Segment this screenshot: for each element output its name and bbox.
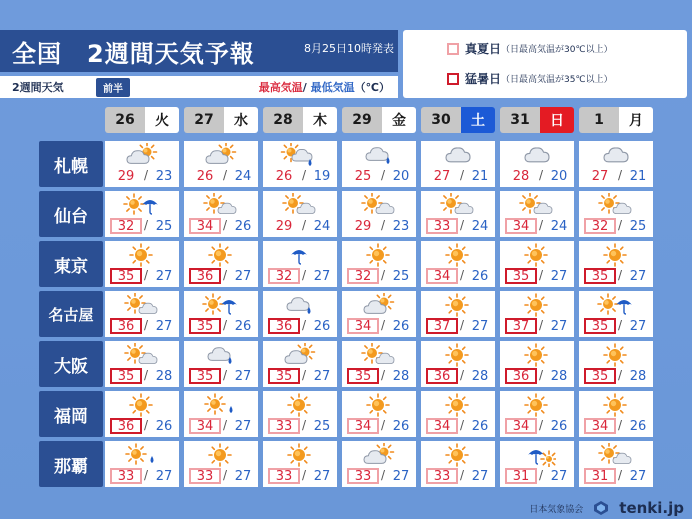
max-temperature: 36 (426, 368, 458, 384)
min-temperature: 25 (392, 268, 410, 284)
forecast-cell (105, 341, 179, 387)
very-hot-day-swatch (447, 73, 459, 85)
temp-separator: / (618, 368, 623, 382)
min-temperature: 27 (313, 468, 331, 484)
max-temperature: 26 (196, 168, 214, 184)
max-temperature: 34 (584, 418, 616, 434)
max-temperature: 34 (505, 418, 537, 434)
temp-separator: / (539, 218, 544, 232)
forecast-cell (105, 391, 179, 437)
max-temperature: 29 (117, 168, 135, 184)
min-temperature: 20 (550, 168, 568, 184)
sun-icon (516, 393, 556, 417)
forecast-cell (263, 391, 337, 437)
min-temperature: 27 (313, 368, 331, 384)
association-name: 日本気象協会 (529, 504, 584, 515)
period-chip: 前半 (96, 78, 130, 97)
sun-cloud-icon (437, 193, 477, 217)
date-header (342, 107, 416, 133)
temp-separator: / (144, 418, 149, 432)
umbrella-icon (279, 243, 319, 267)
min-temperature: 26 (471, 418, 489, 434)
weekday-label: 土 (461, 107, 495, 133)
forecast-cell (263, 341, 337, 387)
forecast-cell (342, 141, 416, 187)
min-temperature: 27 (471, 318, 489, 334)
min-temperature: 27 (550, 318, 568, 334)
weekday-label: 月 (619, 107, 653, 133)
cloud-icon (437, 143, 477, 167)
sun-icon (358, 243, 398, 267)
sun-cloud-icon (279, 193, 319, 217)
date-number: 1 (579, 107, 619, 133)
temp-separator: / (144, 268, 149, 282)
legend-high-label: 最高気温 (258, 81, 303, 94)
max-temperature: 34 (189, 418, 221, 434)
temp-separator: / (381, 468, 386, 482)
max-temperature: 27 (433, 168, 451, 184)
max-temperature: 36 (189, 268, 221, 284)
cloud-icon (516, 143, 556, 167)
temp-separator: / (302, 268, 307, 282)
max-temperature: 33 (110, 468, 142, 484)
legend-very-hot-day (447, 70, 613, 87)
temp-separator: / (539, 268, 544, 282)
min-temperature: 27 (155, 468, 173, 484)
temp-separator: / (460, 418, 465, 432)
min-temperature: 26 (550, 418, 568, 434)
forecast-cell (342, 441, 416, 487)
city-label: 東京 (39, 241, 103, 287)
sun-icon (595, 393, 635, 417)
weekday-label: 水 (224, 107, 258, 133)
temp-separator: / (460, 218, 465, 232)
max-temperature: 35 (110, 268, 142, 284)
min-temperature: 26 (234, 218, 252, 234)
date-number: 29 (342, 107, 382, 133)
temp-separator: / (539, 168, 544, 182)
forecast-cell (263, 441, 337, 487)
temp-separator: / (144, 318, 149, 332)
temp-separator: / (539, 418, 544, 432)
temp-separator: / (539, 368, 544, 382)
max-temperature: 34 (426, 268, 458, 284)
temp-separator: / (460, 268, 465, 282)
sun-cloud-icon (200, 193, 240, 217)
temp-separator: / (144, 168, 149, 182)
max-temperature: 31 (505, 468, 537, 484)
temp-separator: / (302, 218, 307, 232)
min-temperature: 27 (629, 268, 647, 284)
forecast-cell (184, 341, 258, 387)
min-temperature: 21 (471, 168, 489, 184)
legend-hot-day (447, 40, 613, 57)
forecast-cell (184, 191, 258, 237)
max-temperature: 34 (505, 218, 537, 234)
weekday-label: 金 (382, 107, 416, 133)
forecast-cell (263, 241, 337, 287)
date-number: 31 (500, 107, 540, 133)
temp-separator: / (381, 218, 386, 232)
forecast-cell (579, 391, 653, 437)
page-title: 全国 2週間天気予報 (12, 39, 255, 68)
temp-separator: / (381, 268, 386, 282)
temp-separator: / (460, 468, 465, 482)
max-temperature: 34 (189, 218, 221, 234)
temp-separator: / (223, 168, 228, 182)
temp-separator: / (381, 168, 386, 182)
temp-separator: / (302, 468, 307, 482)
max-temperature: 35 (189, 368, 221, 384)
weekday-label: 木 (303, 107, 337, 133)
max-temperature: 29 (275, 218, 293, 234)
forecast-cell (263, 191, 337, 237)
temp-separator: / (618, 218, 623, 232)
max-temperature: 27 (591, 168, 609, 184)
sun-icon (437, 343, 477, 367)
max-temperature: 33 (268, 468, 300, 484)
min-temperature: 26 (155, 418, 173, 434)
sun-cloud-icon (358, 193, 398, 217)
city-label: 名古屋 (39, 291, 103, 337)
brand-name: tenki.jp (619, 499, 684, 517)
min-temperature: 24 (234, 168, 252, 184)
date-header (500, 107, 574, 133)
min-temperature: 19 (313, 168, 331, 184)
temp-separator: / (539, 468, 544, 482)
min-temperature: 26 (471, 268, 489, 284)
sun-icon (121, 393, 161, 417)
forecast-cell (342, 391, 416, 437)
forecast-cell (342, 341, 416, 387)
cloud-sun-icon (279, 343, 319, 367)
sun-icon (200, 243, 240, 267)
min-temperature: 27 (234, 268, 252, 284)
sun-icon (279, 443, 319, 467)
forecast-cell (579, 341, 653, 387)
forecast-cell (184, 391, 258, 437)
forecast-cell (579, 241, 653, 287)
max-temperature: 25 (354, 168, 372, 184)
max-temperature: 35 (505, 268, 537, 284)
forecast-cell (263, 291, 337, 337)
temp-separator: / (302, 368, 307, 382)
min-temperature: 27 (629, 318, 647, 334)
temp-separator: / (144, 368, 149, 382)
sun-umbrella-icon (595, 293, 635, 317)
sun-rain-icon (200, 393, 240, 417)
temp-separator: / (539, 318, 544, 332)
temp-separator: / (381, 418, 386, 432)
heat-legend (403, 30, 687, 98)
hot-day-name: 真夏日 (465, 42, 502, 56)
hot-day-swatch (447, 43, 459, 55)
max-temperature: 35 (110, 368, 142, 384)
footer (529, 499, 684, 517)
max-temperature: 32 (268, 268, 300, 284)
city-label: 大阪 (39, 341, 103, 387)
max-temperature: 32 (347, 268, 379, 284)
forecast-cell (500, 291, 574, 337)
forecast-cell (421, 191, 495, 237)
sun-cloud-icon (595, 193, 635, 217)
max-temperature: 29 (354, 218, 372, 234)
forecast-cell (500, 441, 574, 487)
sun-cloud-icon (516, 193, 556, 217)
max-temperature: 36 (110, 418, 142, 434)
forecast-cell (500, 141, 574, 187)
max-temperature: 34 (426, 418, 458, 434)
max-temperature: 36 (110, 318, 142, 334)
sun-umbrella-icon (121, 193, 161, 217)
forecast-cell (184, 291, 258, 337)
max-temperature: 26 (275, 168, 293, 184)
forecast-cell (342, 241, 416, 287)
max-temperature: 31 (584, 468, 616, 484)
min-temperature: 27 (234, 368, 252, 384)
temp-separator: / (618, 418, 623, 432)
max-temperature: 37 (505, 318, 537, 334)
forecast-grid (39, 107, 658, 514)
min-temperature: 28 (471, 368, 489, 384)
min-temperature: 25 (155, 218, 173, 234)
forecast-cell (421, 141, 495, 187)
temp-separator: / (460, 368, 465, 382)
tenki-logo-icon (593, 500, 609, 516)
sun-cloud-icon (358, 343, 398, 367)
city-label: 仙台 (39, 191, 103, 237)
max-temperature: 34 (347, 418, 379, 434)
min-temperature: 20 (392, 168, 410, 184)
min-temperature: 26 (392, 418, 410, 434)
date-header (105, 107, 179, 133)
date-number: 26 (105, 107, 145, 133)
min-temperature: 24 (471, 218, 489, 234)
min-temperature: 27 (471, 468, 489, 484)
min-temperature: 23 (392, 218, 410, 234)
cloud-sun-icon (358, 443, 398, 467)
max-temperature: 28 (512, 168, 530, 184)
temp-separator: / (460, 168, 465, 182)
min-temperature: 25 (629, 218, 647, 234)
sun-icon (437, 243, 477, 267)
hot-day-note: （日最高気温が30℃以上） (501, 45, 613, 55)
forecast-cell (500, 341, 574, 387)
forecast-cell (421, 391, 495, 437)
temp-separator: / (223, 418, 228, 432)
sun-icon (516, 293, 556, 317)
cloud-rain-icon (358, 143, 398, 167)
temp-separator: / (618, 168, 623, 182)
sun-cloud-icon (121, 343, 161, 367)
min-temperature: 27 (629, 468, 647, 484)
cloud-sun-icon (200, 143, 240, 167)
min-temperature: 26 (392, 318, 410, 334)
max-temperature: 33 (268, 418, 300, 434)
max-temperature: 33 (426, 218, 458, 234)
temp-separator: / (618, 468, 623, 482)
cloud-icon (595, 143, 635, 167)
min-temperature: 28 (155, 368, 173, 384)
umbrella-sun-icon (516, 443, 556, 467)
min-temperature: 27 (392, 468, 410, 484)
sun-icon (437, 393, 477, 417)
cloud-sun-icon (358, 293, 398, 317)
sun-umbrella-icon (200, 293, 240, 317)
forecast-cell (500, 241, 574, 287)
very-hot-day-note: （日最高気温が35℃以上） (501, 75, 613, 85)
min-temperature: 24 (550, 218, 568, 234)
forecast-cell (579, 291, 653, 337)
date-header (263, 107, 337, 133)
min-temperature: 28 (392, 368, 410, 384)
forecast-cell (579, 191, 653, 237)
legend-separator: / (302, 81, 307, 94)
max-temperature: 35 (268, 368, 300, 384)
temp-separator: / (223, 468, 228, 482)
sun-icon (595, 243, 635, 267)
cloud-rain-icon (200, 343, 240, 367)
min-temperature: 27 (155, 318, 173, 334)
temp-separator: / (618, 268, 623, 282)
sun-icon (516, 243, 556, 267)
max-temperature: 35 (347, 368, 379, 384)
date-number: 28 (263, 107, 303, 133)
forecast-type-label: 2週間天気 (12, 81, 64, 94)
max-temperature: 35 (189, 318, 221, 334)
forecast-cell (105, 241, 179, 287)
min-temperature: 26 (234, 318, 252, 334)
forecast-cell (421, 441, 495, 487)
sun-rain-icon (121, 443, 161, 467)
min-temperature: 27 (550, 268, 568, 284)
sun-icon (437, 443, 477, 467)
date-header (421, 107, 495, 133)
max-temperature: 36 (505, 368, 537, 384)
temp-separator: / (144, 218, 149, 232)
max-temperature: 35 (584, 268, 616, 284)
cloud-sun-icon (121, 143, 161, 167)
min-temperature: 23 (155, 168, 173, 184)
forecast-cell (105, 441, 179, 487)
min-temperature: 27 (234, 418, 252, 434)
forecast-cell (105, 191, 179, 237)
forecast-cell (421, 291, 495, 337)
date-number: 27 (184, 107, 224, 133)
max-temperature: 32 (584, 218, 616, 234)
sun-icon (516, 343, 556, 367)
max-temperature: 33 (347, 468, 379, 484)
legend-unit: （℃） (354, 81, 390, 94)
forecast-cell (184, 141, 258, 187)
cloud-rain-icon (279, 293, 319, 317)
max-temperature: 35 (584, 318, 616, 334)
legend-low-label: 最低気温 (310, 81, 355, 94)
forecast-cell (342, 291, 416, 337)
forecast-cell (421, 241, 495, 287)
min-temperature: 27 (155, 268, 173, 284)
max-temperature: 37 (426, 318, 458, 334)
min-temperature: 27 (313, 268, 331, 284)
sun-cloud-icon (595, 443, 635, 467)
max-temperature: 36 (268, 318, 300, 334)
max-temperature: 33 (426, 468, 458, 484)
max-temperature: 33 (189, 468, 221, 484)
temp-separator: / (223, 268, 228, 282)
date-header (184, 107, 258, 133)
min-temperature: 21 (629, 168, 647, 184)
min-temperature: 26 (313, 318, 331, 334)
issued-time: 8月25日10時発表 (304, 42, 394, 55)
weekday-label: 火 (145, 107, 179, 133)
date-number: 30 (421, 107, 461, 133)
forecast-cell (421, 341, 495, 387)
forecast-cell (500, 391, 574, 437)
min-temperature: 28 (550, 368, 568, 384)
max-temperature: 32 (110, 218, 142, 234)
temp-separator: / (381, 368, 386, 382)
sun-cloud-icon (121, 293, 161, 317)
temp-separator: / (302, 318, 307, 332)
max-temperature: 34 (347, 318, 379, 334)
forecast-cell (184, 441, 258, 487)
temp-separator: / (223, 368, 228, 382)
sun-icon (358, 393, 398, 417)
forecast-cell (500, 191, 574, 237)
forecast-cell (105, 141, 179, 187)
temp-separator: / (381, 318, 386, 332)
min-temperature: 27 (550, 468, 568, 484)
min-temperature: 25 (313, 418, 331, 434)
forecast-cell (579, 141, 653, 187)
temp-separator: / (223, 218, 228, 232)
sun-icon (279, 393, 319, 417)
sub-band (0, 76, 398, 98)
forecast-cell (105, 291, 179, 337)
max-temperature: 35 (584, 368, 616, 384)
min-temperature: 28 (629, 368, 647, 384)
temp-separator: / (302, 418, 307, 432)
city-label: 札幌 (39, 141, 103, 187)
temp-separator: / (618, 318, 623, 332)
sun-icon (595, 343, 635, 367)
temp-separator: / (460, 318, 465, 332)
sun-icon (437, 293, 477, 317)
city-label: 那覇 (39, 441, 103, 487)
forecast-cell (263, 141, 337, 187)
sun-cloud-rain-icon (279, 143, 319, 167)
temp-separator: / (302, 168, 307, 182)
temp-separator: / (223, 318, 228, 332)
sun-icon (200, 443, 240, 467)
very-hot-day-name: 猛暑日 (465, 72, 502, 86)
date-header (579, 107, 653, 133)
temperature-legend (259, 79, 398, 95)
min-temperature: 27 (234, 468, 252, 484)
min-temperature: 26 (629, 418, 647, 434)
forecast-cell (184, 241, 258, 287)
weekday-label: 日 (540, 107, 574, 133)
forecast-cell (342, 191, 416, 237)
city-label: 福岡 (39, 391, 103, 437)
sun-icon (121, 243, 161, 267)
forecast-cell (579, 441, 653, 487)
min-temperature: 24 (313, 218, 331, 234)
temp-separator: / (144, 468, 149, 482)
